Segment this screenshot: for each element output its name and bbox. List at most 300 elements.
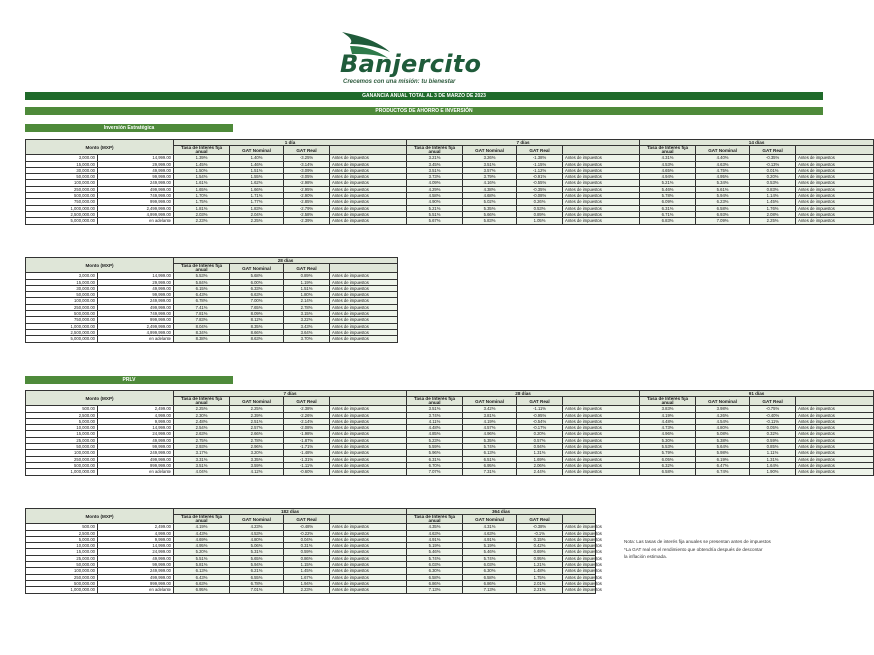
- gat-real-cell: 0.01%: [750, 167, 796, 173]
- tasa-cell: 4.94%: [640, 174, 696, 180]
- gat-real-cell: 0.85%: [750, 444, 796, 450]
- gat-nominal-cell: 6.19%: [696, 456, 750, 462]
- monto-hasta: 49,999.00: [98, 555, 174, 561]
- gat-real-cell: -1.12%: [517, 167, 563, 173]
- monto-hasta: 999,999.00: [98, 199, 174, 205]
- antes-impuestos-cell: Antes de impuestos: [330, 304, 398, 310]
- monto-hasta: 2,499,999.00: [98, 205, 174, 211]
- monto-desde: 5,000,000.00: [26, 218, 98, 224]
- gat-real-cell: 0.57%: [517, 437, 563, 443]
- antes-impuestos-cell: Antes de impuestos: [330, 530, 407, 536]
- antes-impuestos-cell: Antes de impuestos: [796, 469, 874, 475]
- antes-impuestos-cell: Antes de impuestos: [796, 186, 874, 192]
- monto-hasta: 4,999.00: [98, 412, 174, 418]
- table-row: [26, 336, 398, 342]
- monto-hasta: 249,999.00: [98, 568, 174, 574]
- tasa-cell: 5.81%: [174, 562, 230, 568]
- gat-real-cell: 2.44%: [517, 469, 563, 475]
- monto-hasta: 9,999.00: [98, 536, 174, 542]
- gat-nominal-header: GAT Nominal: [463, 146, 517, 155]
- gat-real-cell: -3.05%: [284, 174, 330, 180]
- gat-real-cell: 2.01%: [517, 580, 563, 586]
- gat-real-cell: 2.14%: [284, 298, 330, 304]
- tasa-header: Tasa de Interés fija anual: [174, 397, 230, 406]
- title-band: GANANCIA ANUAL TOTAL AL 3 DE MARZO DE 2023: [25, 92, 823, 100]
- monto-desde: 100,000.00: [26, 568, 98, 574]
- gat-real-cell: 3.64%: [284, 329, 330, 335]
- gat-real-cell: 1.80%: [284, 292, 330, 298]
- monto-hasta: 2,499.00: [98, 406, 174, 412]
- period-header: 7 días: [174, 391, 407, 397]
- monto-desde: 5,000.00: [26, 536, 98, 542]
- monto-hasta: 99,999.00: [98, 174, 174, 180]
- antes-impuestos-cell: Antes de impuestos: [563, 205, 640, 211]
- antes-impuestos-cell: Antes de impuestos: [563, 406, 640, 412]
- gat-nominal-cell: 3.42%: [463, 406, 517, 412]
- gat-real-cell: -3.09%: [284, 167, 330, 173]
- gat-nominal-header: GAT Nominal: [230, 515, 284, 524]
- gat-real-cell: -0.11%: [750, 418, 796, 424]
- antes-impuestos-cell: Antes de impuestos: [330, 587, 407, 593]
- monto-hasta: 49,999.00: [98, 437, 174, 443]
- gat-nominal-cell: 4.68%: [463, 193, 517, 199]
- gat-nominal-cell: 7.65%: [230, 304, 284, 310]
- monto-desde: 1,000,000.00: [26, 469, 98, 475]
- gat-nominal-cell: 2.25%: [230, 406, 284, 412]
- tasa-cell: 5.51%: [407, 211, 463, 217]
- monto-hasta: 99,999.00: [98, 562, 174, 568]
- antes-impuestos-cell: Antes de impuestos: [330, 285, 398, 291]
- blank-header: [330, 264, 398, 273]
- antes-impuestos-cell: Antes de impuestos: [563, 450, 640, 456]
- antes-impuestos-cell: Antes de impuestos: [330, 437, 407, 443]
- monto-header: Monto (MXP): [26, 258, 174, 273]
- monto-desde: 50,000.00: [26, 292, 98, 298]
- monto-hasta: 999,999.00: [98, 317, 174, 323]
- monto-desde: 50,000.00: [26, 174, 98, 180]
- gat-nominal-header: GAT Nominal: [230, 397, 284, 406]
- gat-nominal-cell: 7.09%: [696, 218, 750, 224]
- monto-hasta: 999,999.00: [98, 580, 174, 586]
- monto-desde: 25,000.00: [26, 555, 98, 561]
- gat-real-cell: -0.75%: [750, 406, 796, 412]
- gat-nominal-cell: 3.59%: [230, 462, 284, 468]
- tasa-cell: 2.25%: [174, 406, 230, 412]
- monto-desde: 250,000.00: [26, 304, 98, 310]
- monto-hasta: 49,999.00: [98, 167, 174, 173]
- antes-impuestos-cell: Antes de impuestos: [563, 524, 596, 530]
- blank-header: [563, 397, 640, 406]
- gat-real-cell: 1.31%: [517, 450, 563, 456]
- tasa-cell: 4.29%: [407, 186, 463, 192]
- gat-real-cell: -1.31%: [284, 456, 330, 462]
- tasa-cell: 6.09%: [640, 199, 696, 205]
- gat-nominal-cell: 4.57%: [463, 425, 517, 431]
- antes-impuestos-cell: Antes de impuestos: [330, 211, 407, 217]
- antes-impuestos-cell: Antes de impuestos: [563, 418, 640, 424]
- antes-impuestos-cell: Antes de impuestos: [330, 323, 398, 329]
- tasa-cell: 8.38%: [174, 336, 230, 342]
- gat-real-cell: -2.79%: [284, 205, 330, 211]
- gat-real-cell: -2.95%: [284, 186, 330, 192]
- antes-impuestos-cell: Antes de impuestos: [563, 574, 596, 580]
- monto-desde: 2,500.00: [26, 412, 98, 418]
- gat-real-cell: 0.20%: [750, 174, 796, 180]
- tasa-cell: 4.69%: [174, 536, 230, 542]
- antes-impuestos-cell: Antes de impuestos: [563, 456, 640, 462]
- monto-hasta: en adelante: [98, 587, 174, 593]
- monto-hasta: 29,999.00: [98, 161, 174, 167]
- tasa-cell: 6.31%: [640, 205, 696, 211]
- tasa-cell: 1.75%: [174, 199, 230, 205]
- gat-nominal-cell: 5.83%: [463, 218, 517, 224]
- tasa-cell: 4.43%: [174, 530, 230, 536]
- gat-real-cell: 0.32%: [750, 431, 796, 437]
- gat-real-cell: 1.94%: [284, 580, 330, 586]
- antes-impuestos-cell: Antes de impuestos: [330, 218, 407, 224]
- gat-real-cell: -1.11%: [517, 406, 563, 412]
- gat-nominal-cell: 5.08%: [696, 431, 750, 437]
- tasa-cell: 8.04%: [174, 323, 230, 329]
- table-row: [26, 587, 596, 593]
- monto-hasta: 49,999.00: [98, 285, 174, 291]
- monto-hasta: 499,999.00: [98, 456, 174, 462]
- gat-real-cell: -0.35%: [750, 155, 796, 161]
- tasa-cell: 3.74%: [407, 412, 463, 418]
- tasa-cell: 3.31%: [174, 456, 230, 462]
- period-header: 28 días: [407, 391, 640, 397]
- monto-hasta: 24,999.00: [98, 549, 174, 555]
- gat-nominal-cell: 6.93%: [696, 211, 750, 217]
- gat-real-cell: -0.95%: [517, 412, 563, 418]
- tasa-cell: 6.32%: [640, 462, 696, 468]
- tasa-cell: 3.51%: [174, 462, 230, 468]
- gat-nominal-cell: 2.51%: [230, 418, 284, 424]
- gat-nominal-cell: 4.80%: [230, 536, 284, 542]
- antes-impuestos-cell: Antes de impuestos: [330, 412, 407, 418]
- antes-impuestos-cell: Antes de impuestos: [563, 174, 640, 180]
- gat-nominal-cell: 6.33%: [230, 285, 284, 291]
- section-inversion-estrategica: Inversión Estratégica: [25, 124, 233, 132]
- monto-hasta: 249,999.00: [98, 298, 174, 304]
- tasa-cell: 7.07%: [407, 469, 463, 475]
- monto-desde: 250,000.00: [26, 574, 98, 580]
- tasa-cell: 5.53%: [640, 444, 696, 450]
- tasa-cell: 6.58%: [407, 574, 463, 580]
- antes-impuestos-cell: Antes de impuestos: [563, 469, 640, 475]
- monto-desde: 3,000.00: [26, 273, 98, 279]
- gat-real-cell: 1.14%: [750, 193, 796, 199]
- gat-nominal-cell: 6.63%: [230, 292, 284, 298]
- tasa-header: Tasa de Interés fija anual: [407, 146, 463, 155]
- gat-real-cell: 0.53%: [517, 205, 563, 211]
- gat-nominal-cell: 6.86%: [463, 580, 517, 586]
- monto-desde: 10,000.00: [26, 425, 98, 431]
- gat-nominal-cell: 6.58%: [696, 205, 750, 211]
- table-prlv-periodos-largos: [25, 508, 602, 594]
- gat-nominal-cell: 4.19%: [463, 418, 517, 424]
- antes-impuestos-cell: Antes de impuestos: [330, 329, 398, 335]
- gat-real-header: GAT Real: [517, 515, 563, 524]
- monto-hasta: 999,999.00: [98, 462, 174, 468]
- antes-impuestos-cell: Antes de impuestos: [563, 562, 596, 568]
- blank-header: [796, 146, 874, 155]
- period-header: 182 días: [174, 509, 407, 515]
- gat-real-cell: 1.19%: [284, 279, 330, 285]
- antes-impuestos-cell: Antes de impuestos: [330, 180, 407, 186]
- table-row: [26, 218, 874, 224]
- antes-impuestos-cell: Antes de impuestos: [563, 555, 596, 561]
- gat-real-cell: -0.54%: [517, 418, 563, 424]
- monto-desde: 500.00: [26, 524, 98, 530]
- antes-impuestos-cell: Antes de impuestos: [796, 205, 874, 211]
- gat-nominal-cell: 5.68%: [230, 273, 284, 279]
- gat-nominal-cell: 4.54%: [696, 418, 750, 424]
- tasa-cell: 4.09%: [407, 180, 463, 186]
- gat-real-cell: -2.39%: [284, 218, 330, 224]
- gat-real-cell: 1.45%: [284, 568, 330, 574]
- tasa-cell: 5.21%: [407, 205, 463, 211]
- gat-nominal-cell: 6.23%: [696, 199, 750, 205]
- monto-desde: 15,000.00: [26, 279, 98, 285]
- gat-real-cell: 2.78%: [284, 304, 330, 310]
- gat-nominal-cell: 6.55%: [230, 574, 284, 580]
- tasa-cell: 7.83%: [174, 317, 230, 323]
- tasa-cell: 5.59%: [407, 444, 463, 450]
- antes-impuestos-cell: Antes de impuestos: [563, 180, 640, 186]
- tasa-cell: 6.13%: [174, 568, 230, 574]
- gat-real-cell: -0.22%: [284, 530, 330, 536]
- footnote: [624, 538, 824, 561]
- monto-desde: 1,000,000.00: [26, 205, 98, 211]
- tasa-cell: 4.35%: [407, 524, 463, 530]
- gat-nominal-cell: 1.40%: [230, 155, 284, 161]
- gat-nominal-cell: 4.31%: [463, 524, 517, 530]
- gat-nominal-cell: 5.02%: [463, 199, 517, 205]
- antes-impuestos-cell: Antes de impuestos: [796, 406, 874, 412]
- gat-real-cell: 0.26%: [517, 199, 563, 205]
- monto-desde: 30,000.00: [26, 167, 98, 173]
- gat-nominal-header: GAT Nominal: [463, 515, 517, 524]
- gat-nominal-cell: 4.12%: [230, 469, 284, 475]
- monto-desde: 1,000,000.00: [26, 323, 98, 329]
- antes-impuestos-cell: Antes de impuestos: [796, 412, 874, 418]
- tasa-cell: 8.34%: [174, 329, 230, 335]
- gat-real-cell: 0.59%: [284, 549, 330, 555]
- antes-impuestos-cell: Antes de impuestos: [330, 205, 407, 211]
- tasa-cell: 2.63%: [174, 431, 230, 437]
- tasa-cell: 4.91%: [407, 536, 463, 542]
- gat-real-cell: 0.86%: [284, 555, 330, 561]
- monto-hasta: en adelante: [98, 336, 174, 342]
- antes-impuestos-cell: Antes de impuestos: [563, 155, 640, 161]
- monto-desde: 10,000.00: [26, 543, 98, 549]
- gat-real-cell: 0.15%: [517, 536, 563, 542]
- monto-desde: 15,000.00: [26, 161, 98, 167]
- monto-header: Monto (MXP): [26, 509, 174, 524]
- antes-impuestos-cell: Antes de impuestos: [563, 211, 640, 217]
- monto-desde: 100,000.00: [26, 450, 98, 456]
- gat-real-cell: -2.58%: [284, 211, 330, 217]
- monto-desde: 500,000.00: [26, 193, 98, 199]
- period-header: 28 días: [174, 258, 398, 264]
- antes-impuestos-cell: Antes de impuestos: [330, 580, 407, 586]
- tasa-cell: 1.45%: [174, 161, 230, 167]
- tasa-cell: 5.67%: [407, 218, 463, 224]
- gat-real-cell: 1.90%: [750, 469, 796, 475]
- gat-nominal-header: GAT Nominal: [463, 397, 517, 406]
- tasa-cell: 1.65%: [174, 186, 230, 192]
- antes-impuestos-cell: Antes de impuestos: [563, 218, 640, 224]
- gat-real-cell: 1.21%: [517, 562, 563, 568]
- tasa-cell: 5.53%: [174, 273, 230, 279]
- antes-impuestos-cell: Antes de impuestos: [796, 450, 874, 456]
- gat-nominal-header: GAT Nominal: [696, 397, 750, 406]
- monto-hasta: 499,999.00: [98, 574, 174, 580]
- monto-desde: 1,000,000.00: [26, 587, 98, 593]
- tasa-cell: 4.11%: [407, 418, 463, 424]
- gat-real-cell: 2.25%: [750, 218, 796, 224]
- tasa-cell: 3.83%: [640, 406, 696, 412]
- tasa-cell: 3.51%: [407, 167, 463, 173]
- gat-nominal-cell: 6.00%: [230, 279, 284, 285]
- antes-impuestos-cell: Antes de impuestos: [330, 311, 398, 317]
- tasa-cell: 5.78%: [640, 193, 696, 199]
- gat-nominal-cell: 1.62%: [230, 180, 284, 186]
- tasa-cell: 3.51%: [407, 406, 463, 412]
- antes-impuestos-cell: Antes de impuestos: [330, 562, 407, 568]
- tasa-header: Tasa de Interés fija anual: [407, 397, 463, 406]
- gat-nominal-cell: 3.35%: [230, 456, 284, 462]
- gat-real-cell: -2.85%: [284, 199, 330, 205]
- antes-impuestos-cell: Antes de impuestos: [330, 406, 407, 412]
- tasa-cell: 5.21%: [640, 180, 696, 186]
- tasa-cell: 3.45%: [407, 161, 463, 167]
- gat-real-cell: -1.11%: [284, 462, 330, 468]
- tasa-cell: 4.73%: [640, 425, 696, 431]
- gat-nominal-cell: 7.13%: [463, 587, 517, 593]
- blank-header: [330, 397, 407, 406]
- antes-impuestos-cell: Antes de impuestos: [796, 180, 874, 186]
- antes-impuestos-cell: Antes de impuestos: [330, 450, 407, 456]
- tasa-cell: 4.58%: [407, 193, 463, 199]
- gat-nominal-cell: 6.21%: [230, 568, 284, 574]
- brand-wordmark: Banjercito: [340, 50, 482, 78]
- monto-desde: 500,000.00: [26, 462, 98, 468]
- antes-impuestos-cell: Antes de impuestos: [563, 425, 640, 431]
- monto-hasta: 29,999.00: [98, 279, 174, 285]
- antes-impuestos-cell: Antes de impuestos: [330, 444, 407, 450]
- tasa-cell: 6.70%: [407, 462, 463, 468]
- gat-nominal-cell: 5.65%: [230, 555, 284, 561]
- gat-nominal-cell: 5.38%: [696, 437, 750, 443]
- gat-real-cell: 1.75%: [517, 574, 563, 580]
- gat-real-cell: -3.25%: [284, 155, 330, 161]
- monto-desde: 2,500,000.00: [26, 211, 98, 217]
- gat-real-cell: 3.70%: [284, 336, 330, 342]
- gat-nominal-cell: 7.00%: [230, 298, 284, 304]
- gat-real-cell: 2.23%: [284, 587, 330, 593]
- gat-real-cell: -1.38%: [517, 155, 563, 161]
- antes-impuestos-cell: Antes de impuestos: [796, 425, 874, 431]
- tasa-cell: 1.70%: [174, 193, 230, 199]
- gat-real-cell: 0.42%: [517, 543, 563, 549]
- gat-real-cell: 0.53%: [750, 180, 796, 186]
- tasa-cell: 2.93%: [174, 444, 230, 450]
- blank-header: [563, 146, 640, 155]
- monto-header: Monto (MXP): [26, 140, 174, 155]
- tasa-cell: 4.90%: [407, 199, 463, 205]
- antes-impuestos-cell: Antes de impuestos: [796, 418, 874, 424]
- tasa-cell: 1.54%: [174, 174, 230, 180]
- gat-real-cell: -1.71%: [284, 444, 330, 450]
- monto-desde: 500.00: [26, 406, 98, 412]
- monto-desde: 250,000.00: [26, 456, 98, 462]
- gat-real-cell: 1.64%: [750, 462, 796, 468]
- gat-nominal-cell: 8.35%: [230, 323, 284, 329]
- gat-nominal-cell: 4.23%: [230, 524, 284, 530]
- tasa-header: Tasa de Interés fija anual: [174, 146, 230, 155]
- antes-impuestos-cell: Antes de impuestos: [330, 555, 407, 561]
- gat-nominal-cell: 5.31%: [230, 549, 284, 555]
- antes-impuestos-cell: Antes de impuestos: [563, 431, 640, 437]
- gat-real-header: GAT Real: [517, 397, 563, 406]
- gat-nominal-cell: 1.71%: [230, 193, 284, 199]
- monto-desde: 2,500.00: [26, 530, 98, 536]
- gat-real-cell: 0.95%: [517, 555, 563, 561]
- gat-nominal-cell: 3.51%: [463, 161, 517, 167]
- tasa-cell: 3.21%: [407, 155, 463, 161]
- gat-nominal-header: GAT Nominal: [230, 264, 284, 273]
- gat-real-cell: -2.08%: [284, 425, 330, 431]
- footnote-line: Nota: Las tasas de interés fija anuales se presentan antes de impuestos: [624, 539, 771, 544]
- gat-real-cell: 3.43%: [284, 323, 330, 329]
- gat-nominal-cell: 4.40%: [696, 155, 750, 161]
- gat-nominal-cell: 2.78%: [230, 437, 284, 443]
- gat-real-cell: -3.14%: [284, 161, 330, 167]
- tasa-cell: 4.04%: [174, 469, 230, 475]
- monto-hasta: 4,999,999.00: [98, 329, 174, 335]
- antes-impuestos-cell: Antes de impuestos: [563, 587, 596, 593]
- gat-real-cell: 1.67%: [284, 574, 330, 580]
- gat-nominal-cell: 4.26%: [696, 412, 750, 418]
- subtitle-band: PRODUCTOS DE AHORRO E INVERSIÓN: [25, 107, 823, 115]
- tasa-header: Tasa de Interés fija anual: [174, 515, 230, 524]
- gat-nominal-cell: 4.16%: [463, 180, 517, 186]
- antes-impuestos-cell: Antes de impuestos: [330, 336, 398, 342]
- section-prlv: PRLV: [25, 376, 233, 384]
- antes-impuestos-cell: Antes de impuestos: [796, 174, 874, 180]
- tasa-cell: 6.03%: [407, 562, 463, 568]
- monto-hasta: 499,999.00: [98, 304, 174, 310]
- gat-real-cell: -1.87%: [284, 437, 330, 443]
- gat-nominal-cell: 7.31%: [463, 469, 517, 475]
- gat-real-cell: 1.15%: [284, 562, 330, 568]
- tasa-cell: 4.53%: [640, 161, 696, 167]
- gat-real-cell: -0.91%: [517, 174, 563, 180]
- gat-nominal-cell: 4.38%: [463, 186, 517, 192]
- gat-real-cell: -2.26%: [284, 412, 330, 418]
- gat-nominal-cell: 2.57%: [230, 425, 284, 431]
- tasa-cell: 4.31%: [640, 155, 696, 161]
- tasa-cell: 5.96%: [407, 450, 463, 456]
- antes-impuestos-cell: Antes de impuestos: [330, 161, 407, 167]
- tasa-cell: 5.19%: [407, 543, 463, 549]
- monto-desde: 5,000,000.00: [26, 336, 98, 342]
- gat-nominal-cell: 5.34%: [696, 180, 750, 186]
- monto-desde: 3,000.00: [26, 155, 98, 161]
- gat-nominal-cell: 6.13%: [463, 450, 517, 456]
